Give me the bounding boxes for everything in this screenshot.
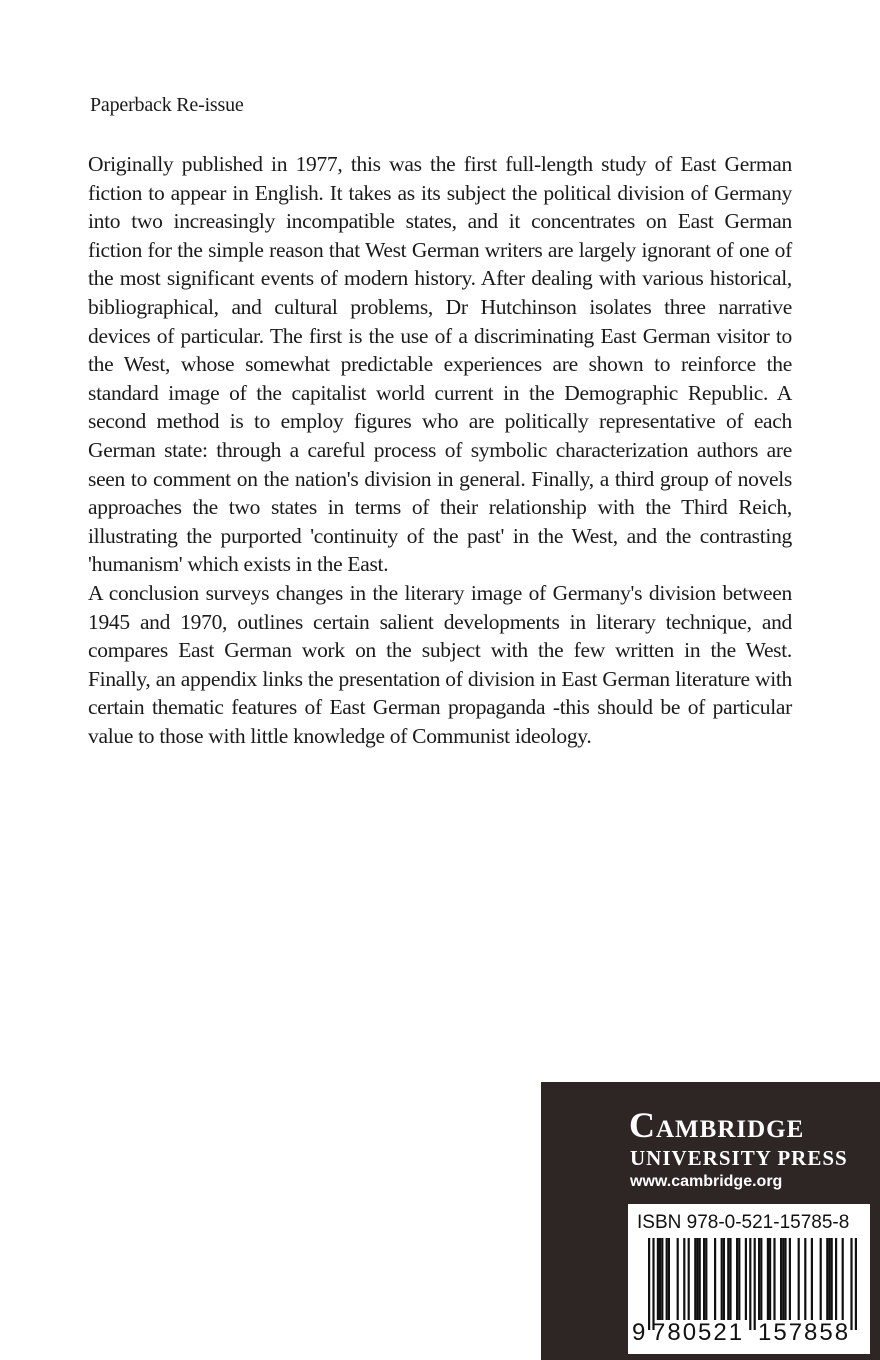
barcode-bar bbox=[754, 1238, 756, 1330]
barcode-bar bbox=[727, 1238, 729, 1320]
barcode-bar bbox=[769, 1238, 771, 1320]
publisher-name: Cambridge bbox=[629, 1105, 805, 1145]
barcode-bar bbox=[648, 1238, 650, 1330]
book-description bbox=[88, 150, 792, 750]
barcode-bar bbox=[767, 1238, 769, 1320]
barcode-bar bbox=[798, 1238, 800, 1320]
barcode-bar bbox=[657, 1238, 659, 1320]
barcode-bar bbox=[758, 1238, 760, 1320]
barcode-bar bbox=[688, 1238, 690, 1320]
barcode-bar bbox=[729, 1238, 731, 1320]
publisher-subtitle: UNIVERSITY PRESS bbox=[630, 1146, 848, 1170]
description-paragraph-1: Originally published in 1977, this was the first full-length study of East German fiction to appear in English. It takes as its subject the political division of Germany into two increasingly incompatible states, and it concentrates on East German fiction for the simple reason that West German writers are largely ignorant of one of the most significant events of modern history. After dealing with various historical, bibliographical, and cultural problems, Dr Hutchinson isolates three narrative devices of particular. The first is the use of a discriminating East German visitor to the West, whose somewhat predictable experiences are shown to reinforce the standard image of the capitalist world current in the Demographic Republic. A second method is to employ figures who are politically representative of each German state: through a careful process of symbolic characterization authors are seen to comment on the nation's division in general. Finally, a third group of novels approaches the two states in terms of their relationship with the Third Reich, illustrating the purported 'continuity of the past' in the West, and the contrasting 'humanism' which exists in the East. bbox=[88, 152, 792, 577]
barcode-bar bbox=[696, 1238, 698, 1320]
barcode-bar bbox=[723, 1238, 725, 1320]
barcode-bar bbox=[842, 1238, 844, 1320]
barcode-bar bbox=[835, 1238, 837, 1320]
barcode-bar bbox=[760, 1238, 762, 1320]
barcode-bar bbox=[677, 1238, 679, 1320]
barcode-bar bbox=[831, 1238, 833, 1320]
barcode-bar bbox=[659, 1238, 661, 1320]
barcode-bar bbox=[699, 1238, 701, 1320]
barcode-bar bbox=[828, 1238, 830, 1320]
barcode-bar bbox=[652, 1238, 654, 1330]
barcode-bar bbox=[749, 1238, 751, 1330]
barcode-bar bbox=[780, 1238, 782, 1320]
barcode-bar bbox=[666, 1238, 668, 1320]
barcode-bar bbox=[703, 1238, 705, 1320]
barcode-bar bbox=[855, 1238, 857, 1330]
barcode-bar bbox=[721, 1238, 723, 1320]
barcode-bar bbox=[714, 1238, 716, 1320]
barcode-bar bbox=[784, 1238, 786, 1320]
barcode-left-digits: 780521 bbox=[652, 1319, 745, 1346]
barcode-bar bbox=[782, 1238, 784, 1320]
barcode-digits bbox=[628, 1319, 870, 1349]
barcode-bar bbox=[789, 1238, 791, 1320]
barcode-bar bbox=[736, 1238, 738, 1320]
barcode-bar bbox=[661, 1238, 663, 1320]
barcode-bar bbox=[705, 1238, 707, 1320]
barcode-bar bbox=[811, 1238, 813, 1320]
barcode-bar bbox=[804, 1238, 806, 1320]
barcode-bar bbox=[683, 1238, 685, 1320]
isbn-barcode bbox=[628, 1204, 870, 1354]
barcode-bar bbox=[773, 1238, 775, 1320]
barcode-lead-digit: 9 bbox=[632, 1319, 646, 1346]
series-label: Paperback Re-issue bbox=[90, 94, 244, 116]
barcode-bar bbox=[826, 1238, 828, 1320]
barcode-bar bbox=[738, 1238, 740, 1320]
barcode-bar bbox=[745, 1238, 747, 1320]
barcode-bar bbox=[820, 1238, 822, 1320]
isbn-label: ISBN 978-0-521-15785-8 bbox=[637, 1212, 850, 1233]
barcode-bar bbox=[668, 1238, 670, 1320]
description-paragraph-2: A conclusion surveys changes in the literary image of Germany's division between 1945 and 1970, outlines certain salient developments in literary technique, and compares East German work on the subject with the few written in the West. Finally, an appendix links the presentation of division in East German literature with certain thematic features of East German propaganda -this should be of particular value to those with little knowledge of Communist ideology. bbox=[88, 580, 792, 748]
barcode-bar bbox=[694, 1238, 696, 1320]
publisher-url: www.cambridge.org bbox=[630, 1173, 783, 1190]
barcode-right-digits: 157858 bbox=[758, 1319, 851, 1346]
publisher-panel bbox=[541, 1082, 880, 1360]
barcode-bar bbox=[850, 1238, 852, 1330]
